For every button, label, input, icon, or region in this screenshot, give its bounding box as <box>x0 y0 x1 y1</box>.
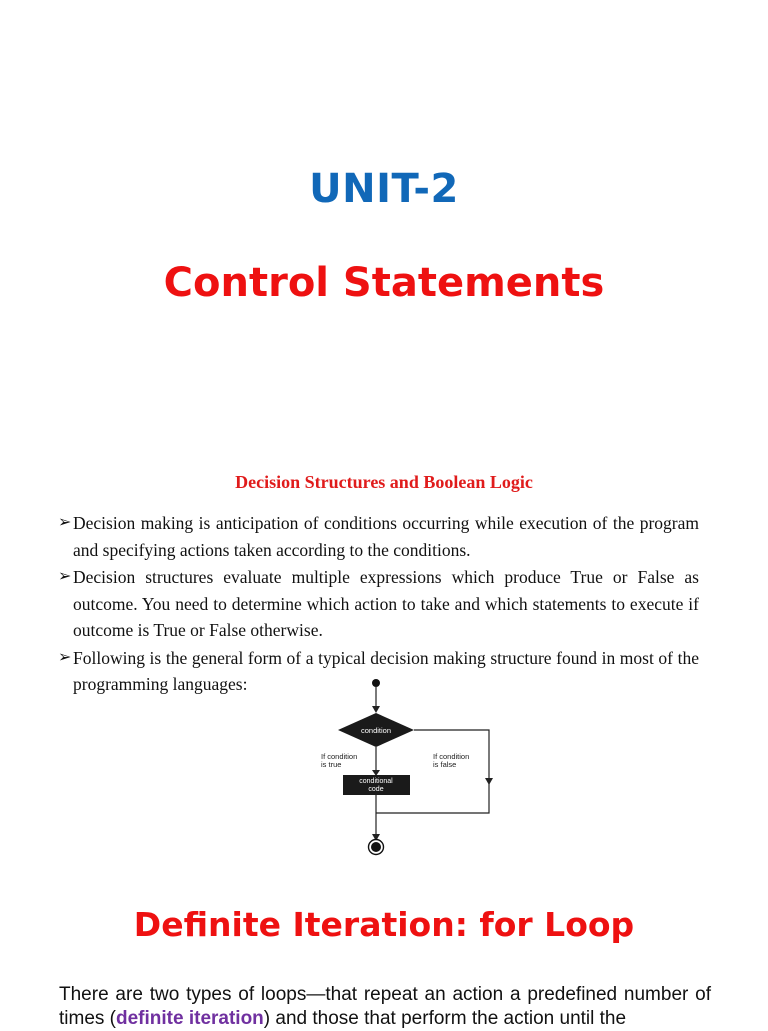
bullet-text: Decision structures evaluate multiple expressions which produce True or False as outcome. You need to determine which action to take and which statements to execute if outcome is True or False otherwise. <box>73 567 699 640</box>
arrow-head-icon <box>485 778 493 785</box>
condition-label: condition <box>360 726 392 735</box>
paragraph-text: ) and those that perform the action until the <box>263 1008 627 1029</box>
bullet-item <box>58 564 699 644</box>
arrow-head-icon <box>372 706 380 713</box>
highlighted-term: definite iteration <box>116 1008 264 1029</box>
bullet-text: Decision making is anticipation of conditions occurring while execution of the program and specifying actions taken according to the conditions. <box>73 513 699 560</box>
false-branch-line <box>376 730 489 813</box>
false-branch-label: If condition <box>433 752 470 761</box>
decision-flowchart <box>300 670 520 870</box>
start-node <box>372 679 380 687</box>
page-title: Control Statements <box>163 260 605 306</box>
unit-heading: UNIT-2 <box>309 166 459 212</box>
true-branch-label: If condition <box>321 752 358 761</box>
bullet-text: Following is the general form of a typical decision making structure found in most of the programming languages: <box>73 647 699 694</box>
arrow-bullet-icon: ➢ <box>58 514 72 531</box>
false-branch-label: is false <box>433 760 457 769</box>
conditional-code-label: conditional <box>359 778 393 785</box>
end-node-core <box>371 842 381 852</box>
conditional-code-label: code <box>368 786 384 793</box>
bullet-item <box>58 510 699 563</box>
true-branch-label: is true <box>321 760 342 769</box>
section-heading-decision: Decision Structures and Boolean Logic <box>235 472 533 492</box>
paragraph-text: There are two types of loops—that repeat an action a predefined number of times ( <box>59 984 711 1029</box>
arrow-bullet-icon: ➢ <box>58 568 72 585</box>
arrow-bullet-icon: ➢ <box>58 648 72 666</box>
section-heading-for-loop: Definite Iteration: for Loop <box>133 905 635 944</box>
